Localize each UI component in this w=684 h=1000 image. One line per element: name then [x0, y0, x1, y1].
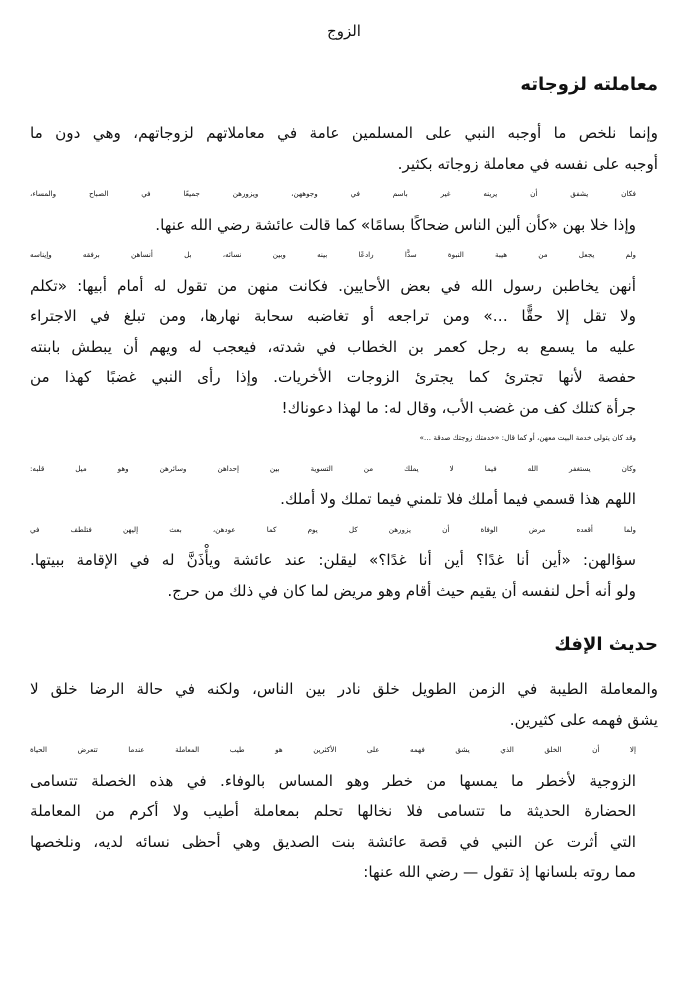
section-title: معاملته لزوجاته [520, 74, 658, 95]
text-line: التي أثرت عن النبي في قصة عائشة بنت الصديق وهي أحظى نسائه لديه، ونلخصها [30, 832, 636, 851]
text-line: حفصة لأنها تجترئ كما يجترئ الزوجات الأخريات. وإذا رأى النبي غضبًا كهذا من [30, 368, 636, 386]
text-line: وقد كان يتولى خدمة البيت معهن، أو كما قال: «خدمتك زوجتك صدقة …» [419, 433, 636, 442]
text-line: الحضارة الحديثة ما تتسامى فلا نخالها تحلم بمعاملة أطيب ولا أكرم من المعاملة [30, 802, 636, 820]
text-line: يشق فهمه على كثيرين. [509, 710, 658, 729]
paragraph [30, 515, 658, 607]
text-line: الزوجية لأخطر ما يمسها من خطر وهو المساس بالوفاء. في هذه الخصلة تتسامى [30, 771, 636, 790]
text-line: وكان يستغفر الله فيما لا يملك من التسوية بين إحداهن وسائرهن وهو ميل قلبه: [30, 463, 636, 473]
text-line: وإذا خلا بهن «كأن ألين الناس ضحاكًا بسامًا» كما قالت عائشة رضي الله عنها. [155, 215, 636, 234]
text-line: إلا أن الخلق الذي يشق فهمه على الأكثرين هو طيب المعاملة عندما تتعرض الحياة [30, 745, 636, 754]
text-line: ولو أنه أحل لنفسه أن يقيم حيث أقام وهو مريض لما كان في ذلك من حرج. [167, 581, 636, 600]
text-line: أنهن يخاطبن رسول الله في بعض الأحايين. فكانت منهن من تقول له أمام أبيها: «تكلم [30, 276, 636, 295]
text-line: ولما أقعده مرض الوفاة أن يزورهن كل يوم كما عودهن، بعث إليهن فتلطف في [30, 524, 636, 534]
paragraph [30, 179, 658, 240]
paragraph [30, 423, 658, 454]
text-line: اللهم هذا قسمي فيما أملك فلا تلمني فيما تملك ولا أملك. [280, 490, 636, 508]
section-title: حديث الإفك [554, 634, 658, 655]
text-line: جرأة كتلك كف من غضب الأب، وقال له: ما لهذا دعوناك! [281, 398, 636, 417]
text-line: مما روته بلسانها إذ تقول — رضي الله عنها: [363, 863, 636, 881]
text-line: وإنما نلخص ما أوجبه النبي على المسلمين عامة في معاملاتهم لزوجاتهم، وهي دون ما [30, 124, 658, 142]
paragraph [30, 674, 658, 735]
text-line: عليه ما يسمع به رجل كعمر بن الخطاب في شدته، فيعجب له ويهم أن يبطش بابنته [30, 337, 636, 356]
text-line: فكان يشفق أن يرينه غير باسم في وجوههن، ويزورهن جميعًا في الصباح والمساء، [30, 189, 636, 198]
paragraph [30, 118, 658, 179]
paragraph [30, 240, 658, 423]
text-line: ولا تقل إلا حقًّا …» ومن تراجعه أو تغاضبه سحابة نهارها، ومن تبلغ في الاجتراء [30, 307, 636, 325]
text-line: ولم يجعل من هيبة النبوة سدًّا رادعًا بينه وبين نسائه، بل أنساهن برفقه وإيناسه [30, 250, 636, 259]
text-line: والمعاملة الطيبة في الزمن الطويل خلق نادر بين الناس، ولكنه في حالة الرضا خلق لا [30, 680, 658, 698]
running-header: الزوج [327, 22, 361, 40]
text-line: سؤالهن: «أين أنا غدًا؟ أين أنا غدًا؟» ليقلن: عند عائشة ويأْذَنَّ له في الإقامة ببيتها. [30, 551, 636, 569]
paragraph [30, 454, 658, 515]
paragraph [30, 735, 658, 888]
text-line: أوجبه على نفسه في معاملة زوجاته بكثير. [397, 154, 658, 173]
